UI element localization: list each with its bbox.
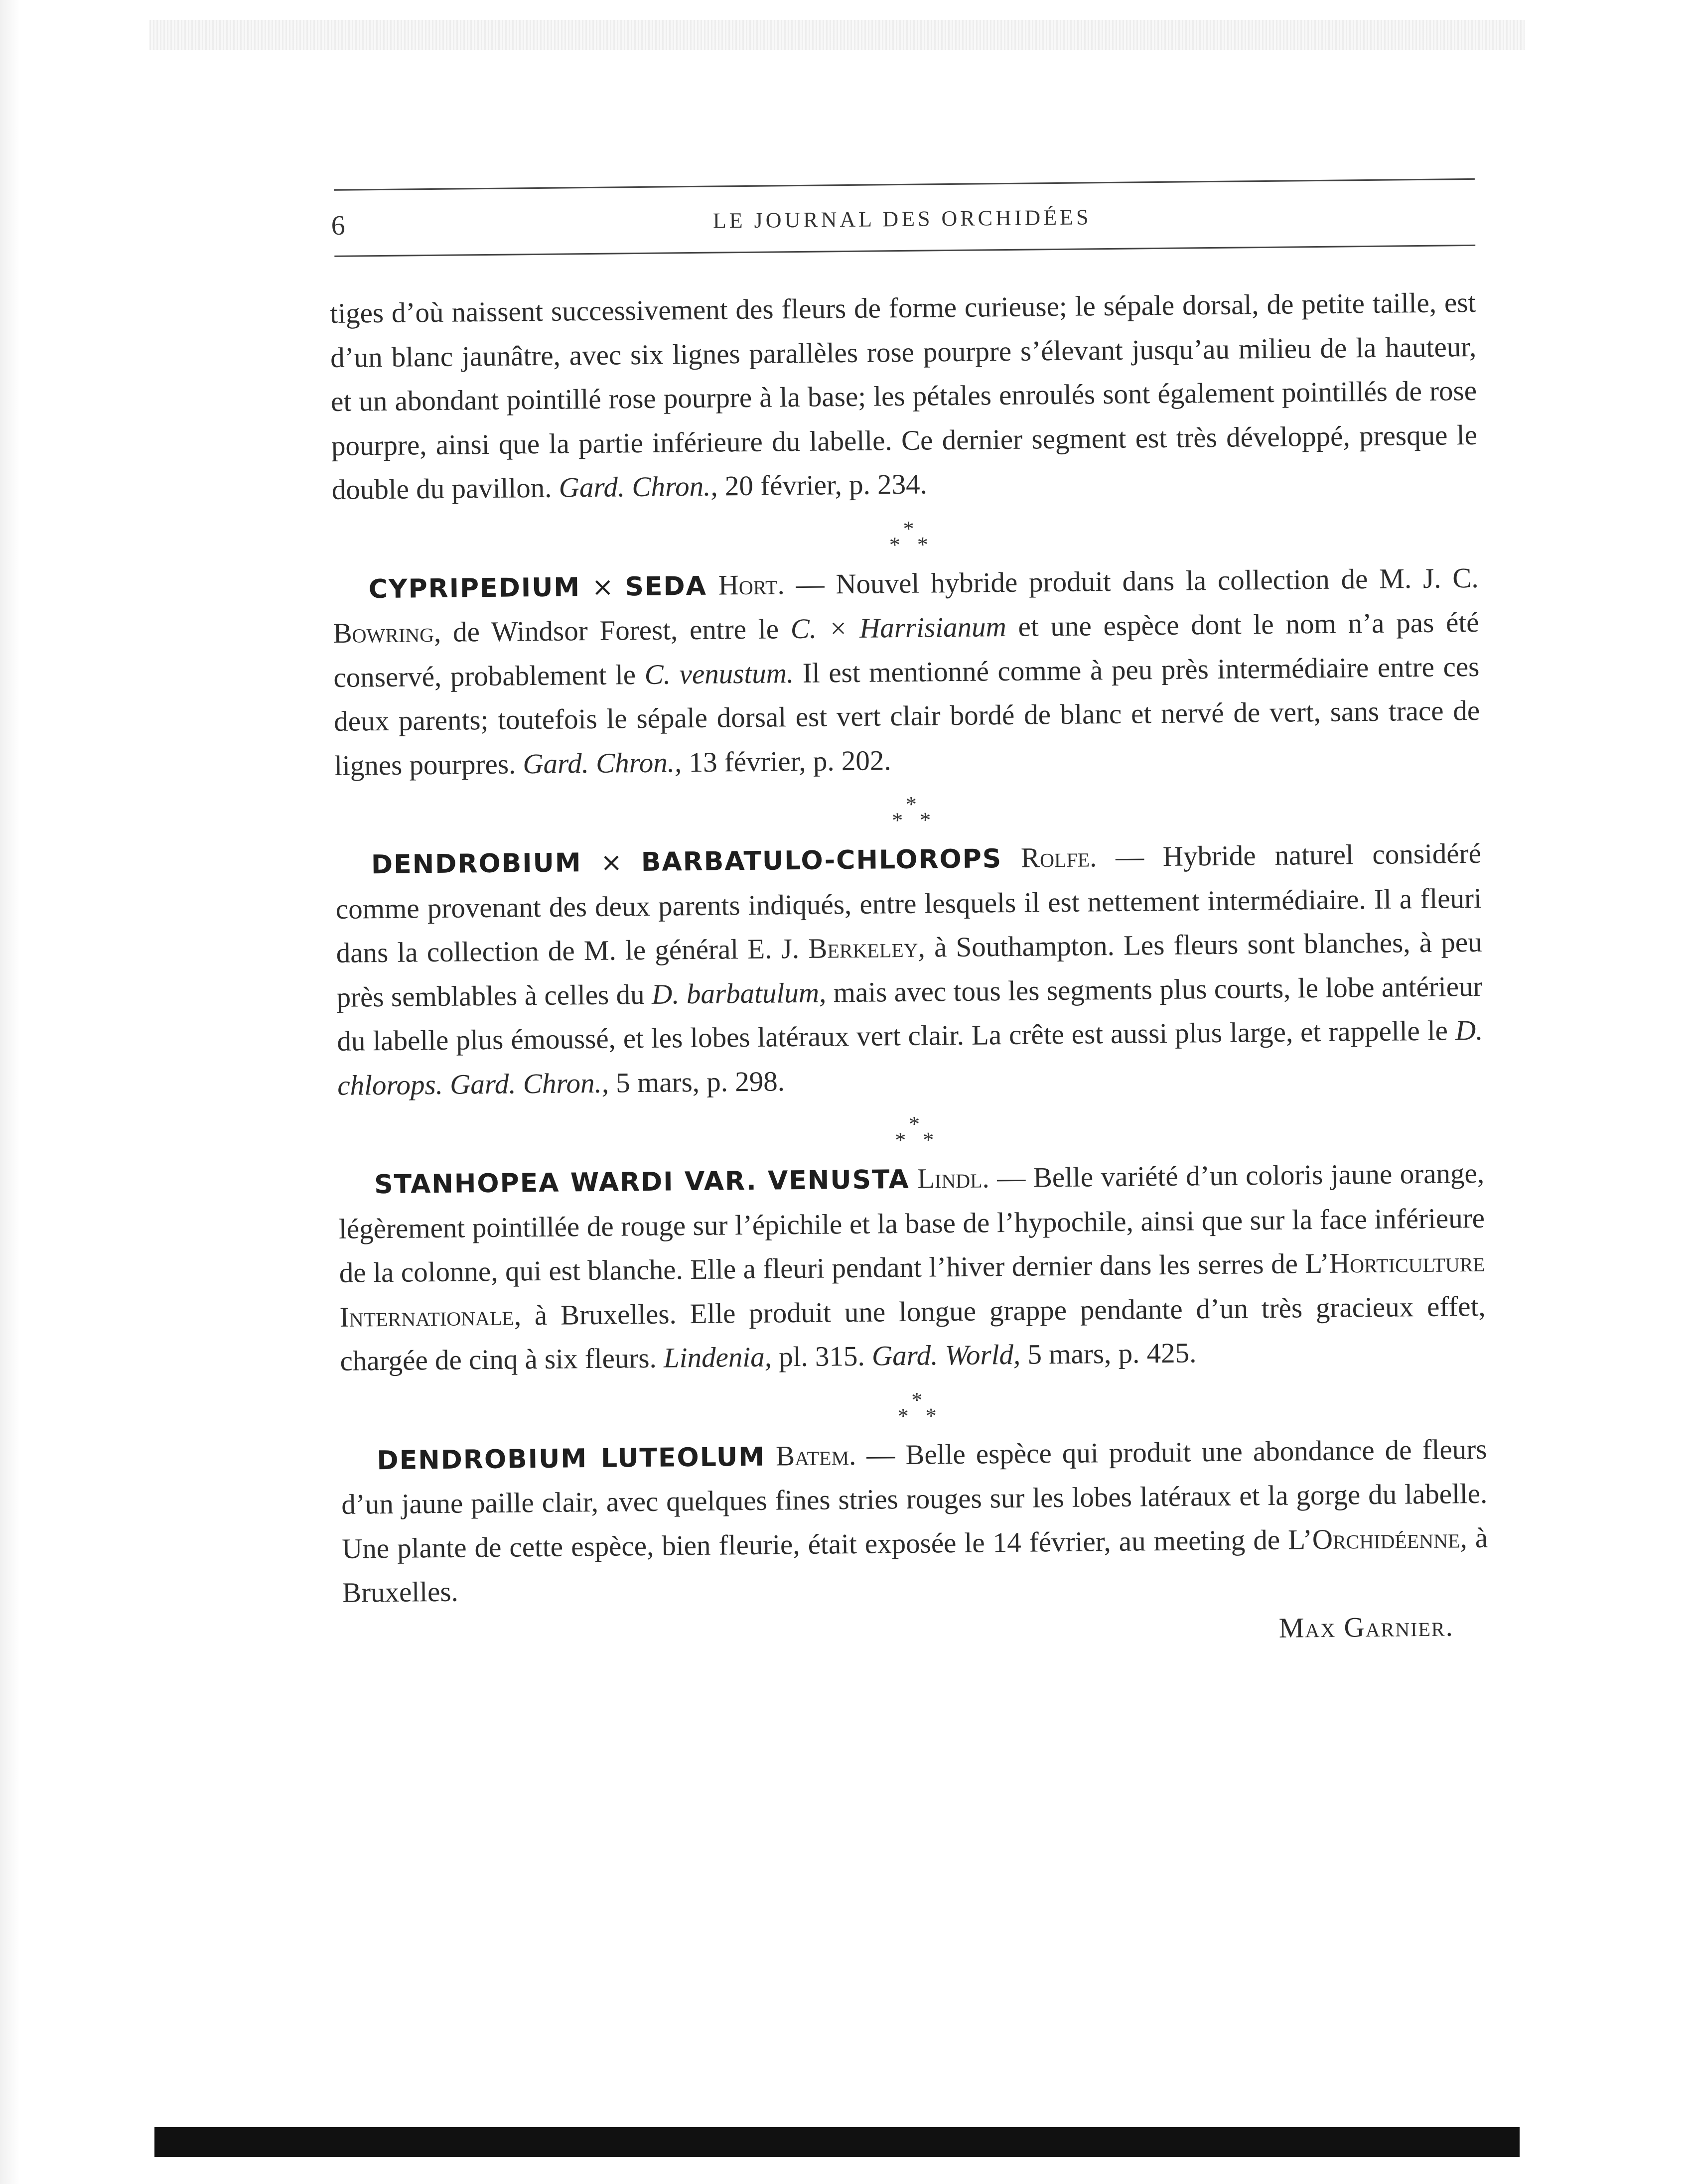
species-name: STANHOPEA WARDI VAR. VENUSTA bbox=[374, 1164, 910, 1200]
species-name: DENDROBIUM bbox=[371, 848, 582, 880]
page-number: 6 bbox=[331, 210, 345, 241]
entry-dendrobium-barbatulo-chlorops: DENDROBIUM × BARBATULO-CHLOROPS Rolfe. — Hybride naturel considéré comme provenant des deux parents indiqués, entre lesquels il est nettement intermédiaire. Il a fleuri dans la collection de M. le général E. J. Berkeley, à Southampton. Les fleurs sont blanches, à peu près semblables à celles du D. barbatulum, mais avec tous les segments plus courts, le lobe antérieur du labelle plus émoussé, et les lobes latéraux vert clair. La crête est aussi plus large, et rappelle le D. chlorops. Gard. Chron., 5 mars, p. 298. bbox=[335, 837, 1483, 1101]
species-name: DENDROBIUM LUTEOLUM bbox=[377, 1442, 766, 1476]
article-body bbox=[330, 281, 1489, 1659]
scan-artifact-top bbox=[149, 20, 1525, 50]
hybrid-cross-symbol: × bbox=[600, 847, 623, 878]
author-signature: Max Garnier. bbox=[1278, 1610, 1454, 1644]
asterism-separator: * * * bbox=[889, 516, 929, 557]
species-name: BARBATULO-CHLOROPS bbox=[641, 844, 1002, 878]
entry-cypripedium-seda: CYPRIPEDIUM × SEDA Hort. — Nouvel hybride produit dans la collection de M. J. C. Bowring, de Windsor Forest, entre le C. × Harrisianum et une espèce dont le nom n’a pas été conservé, probablement le C. venustum. Il est mentionné comme à peu près intermédiaire entre ces deux parents; toutefois le sépale dorsal est vert clair bordé de blanc et nervé de vert, sans trace de lignes pourpres. Gard. Chron., 13 février, p. 202. bbox=[333, 562, 1480, 782]
header-rule-top bbox=[334, 178, 1475, 191]
author-abbrev: Hort. bbox=[706, 568, 785, 601]
species-name: SEDA bbox=[625, 571, 707, 602]
species-name: CYPRIPEDIUM bbox=[368, 572, 581, 604]
hybrid-cross-symbol: × bbox=[591, 572, 614, 602]
intro-paragraph: tiges d’où naissent successivement des fleurs de forme curieuse; le sépale dorsal, de petite taille, est d’un blanc jaunâtre, avec six lignes parallèles rose pourpre s’élevant jusqu’au milieu de la hauteur, et un abondant pointillé rose pourpre à la base; les pétales enroulés sont également pointillés de rose pourpre, ainsi que la partie inférieure du labelle. Ce dernier segment est très développé, presque le double du pavillon. Gard. Chron., 20 février, p. 234. bbox=[330, 286, 1478, 506]
entry-stanhopea-wardi: STANHOPEA WARDI VAR. VENUSTA Lindl. — Belle variété d’un coloris jaune orange, légèrement pointillée de rouge sur l’épichile et la base de l’hypochile, ainsi que sur la face inférieure de la colonne, qui est blanche. Elle a fleuri pendant l’hiver dernier dans les serres de L’Horticulture Internationale, à Bruxelles. Elle produit une longue grappe pendante d’un très gracieux effet, chargée de cinq à six fleurs. Lindenia, pl. 315. Gard. World, 5 mars, p. 425. bbox=[338, 1157, 1486, 1377]
journal-title: LE JOURNAL DES ORCHIDÉES bbox=[712, 205, 1092, 233]
author-abbrev: Lindl. bbox=[909, 1162, 990, 1195]
scan-edge-bar bbox=[154, 2127, 1520, 2157]
asterism-separator: * * * bbox=[897, 1387, 937, 1428]
scan-shadow bbox=[0, 0, 20, 2184]
asterism-separator: * * * bbox=[895, 1111, 934, 1153]
journal-page bbox=[329, 178, 1489, 1659]
author-abbrev: Rolfe. bbox=[1001, 841, 1097, 874]
asterism-separator: * * * bbox=[891, 792, 931, 833]
author-abbrev: Batem. bbox=[765, 1439, 856, 1472]
entry-dendrobium-luteolum: DENDROBIUM LUTEOLUM Batem. — Belle espèce qui produit une abondance de fleurs d’un jaune paille clair, avec quelques fines stries rouges sur les lobes latéraux et la gorge du labelle. Une plante de cette espèce, bien fleurie, était exposée le 14 février, au meeting de L’Orchidéenne, à Bruxelles. bbox=[341, 1433, 1488, 1609]
running-header bbox=[329, 190, 1475, 256]
